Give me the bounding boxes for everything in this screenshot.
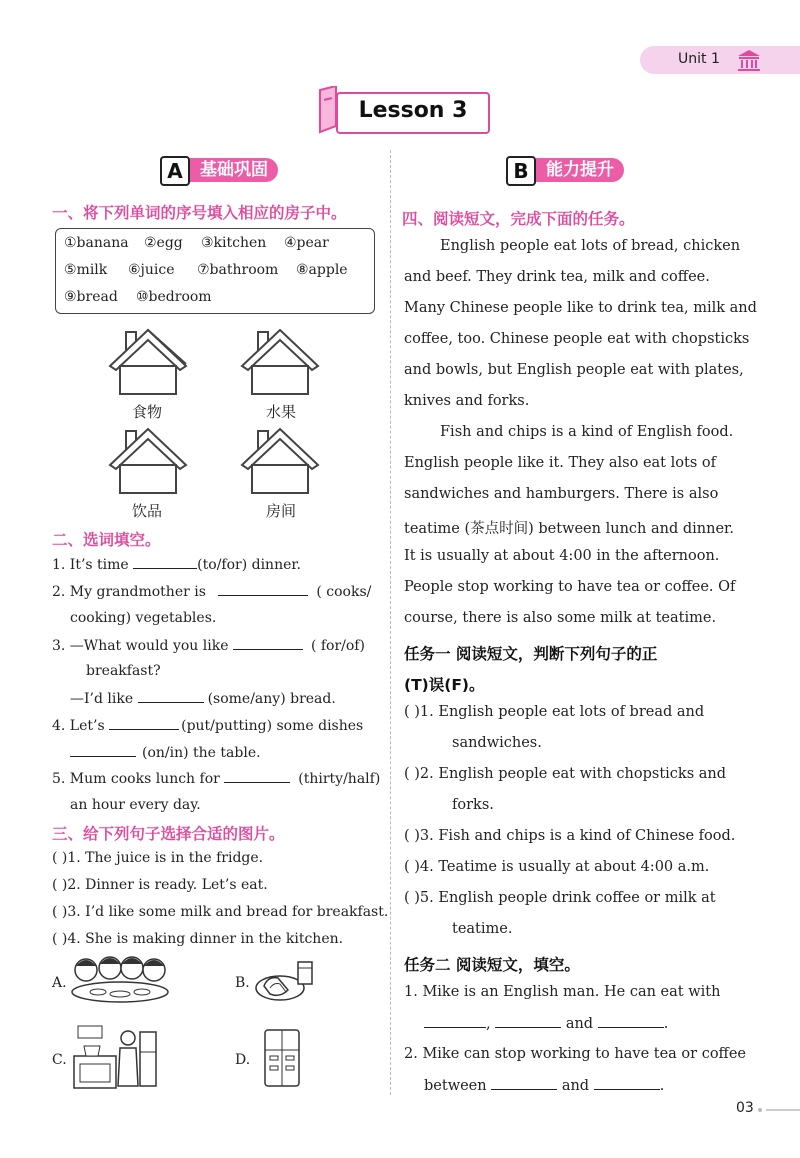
section-a-name: 基础巩固 [190, 158, 278, 182]
fill-line: 4. Let’s (put/putting) some dishes [52, 718, 364, 734]
word-item: ⑨bread [64, 289, 118, 305]
answer-blank[interactable] [594, 1077, 660, 1090]
word-item: ①banana [64, 235, 129, 251]
passage-line: Many Chinese people like to drink tea, milk and [404, 300, 757, 316]
part2-heading: 二、选词填空。 [52, 531, 161, 549]
option-label: D. [235, 1052, 251, 1068]
judge-item: ( )4. Teatime is usually at about 4:00 a.m. [404, 859, 710, 875]
answer-blank[interactable] [70, 744, 136, 757]
word-item: ⑩bedroom [136, 289, 212, 305]
judge-item: ( )2. English people eat with chopsticks and [404, 766, 727, 782]
house-icon [106, 425, 190, 495]
answer-blank[interactable] [598, 1015, 664, 1028]
bread-milk-picture [254, 958, 318, 1008]
answer-blank[interactable] [218, 583, 308, 596]
house-icon [238, 326, 322, 396]
task2-title: 任务二 阅读短文，填空。 [404, 956, 580, 974]
building-icon [736, 48, 762, 72]
column-divider [390, 150, 391, 1095]
passage-line: coffee, too. Chinese people eat with chopsticks [404, 331, 750, 347]
word-item: ⑥juice [128, 262, 175, 278]
fill-line: 5. Mum cooks lunch for (thirty/half) [52, 771, 381, 787]
page-number: 03 [736, 1100, 754, 1116]
part1-heading: 一、将下列单词的序号填入相应的房子中。 [52, 204, 347, 222]
passage-line: Fish and chips is a kind of English food. [440, 424, 734, 440]
answer-blank[interactable] [495, 1015, 561, 1028]
option-label: C. [52, 1052, 67, 1068]
house-label: 水果 [266, 403, 297, 421]
judge-item-cont: teatime. [452, 921, 513, 937]
footer-dot [758, 1108, 762, 1112]
section-b-name: 能力提升 [536, 158, 624, 182]
family-dinner-picture [68, 952, 172, 1008]
unit-label: Unit 1 [678, 51, 720, 67]
option-label: A. [52, 975, 67, 991]
fill-line: breakfast? [86, 663, 161, 679]
judge-item: ( )3. Fish and chips is a kind of Chinese food. [404, 828, 736, 844]
task2-q1: 1. Mike is an English man. He can eat with [404, 984, 721, 1000]
passage-line: and beef. They drink tea, milk and coffee. [404, 269, 710, 285]
answer-blank[interactable] [133, 556, 197, 569]
answer-blank[interactable] [224, 770, 290, 783]
match-item: ( )4. She is making dinner in the kitchen. [52, 931, 344, 947]
section-a-letter: A [160, 156, 190, 186]
kitchen-cooking-picture [70, 1022, 160, 1090]
section-b-letter: B [506, 156, 536, 186]
fill-line: 1. It’s time (to/for) dinner. [52, 557, 301, 573]
answer-blank[interactable] [109, 717, 179, 730]
answer-blank[interactable] [138, 690, 204, 703]
fill-line: an hour every day. [70, 797, 201, 813]
house-label: 饮品 [132, 502, 163, 520]
word-item: ⑦bathroom [197, 262, 279, 278]
task2-q2: 2. Mike can stop working to have tea or coffee [404, 1046, 747, 1062]
answer-blank[interactable] [424, 1015, 486, 1028]
word-box [55, 228, 375, 314]
option-label: B. [235, 975, 250, 991]
task2-q1-blanks: , and . [424, 1015, 668, 1032]
passage-line: English people like it. They also eat lots of [404, 455, 716, 471]
judge-item: ( )5. English people drink coffee or milk at [404, 890, 716, 906]
fill-line: 3. —What would you like ( for/of) [52, 638, 365, 654]
lesson-title: Lesson 3 [358, 98, 468, 123]
house-icon [238, 425, 322, 495]
judge-item-cont: sandwiches. [452, 735, 542, 751]
passage-line: It is usually at about 4:00 in the afternoon. [404, 548, 720, 564]
passage-line: People stop working to have tea or coffee. Of [404, 579, 736, 595]
house-icon [106, 326, 190, 396]
passage-line: course, there is also some milk at teatime. [404, 610, 717, 626]
word-item: ⑤milk [64, 262, 108, 278]
answer-blank[interactable] [491, 1077, 557, 1090]
part3-heading: 三、给下列句子选择合适的图片。 [52, 825, 285, 843]
match-item: ( )3. I’d like some milk and bread for breakfast. [52, 904, 389, 920]
part4-heading: 四、阅读短文，完成下面的任务。 [402, 210, 635, 228]
fridge-picture [262, 1028, 302, 1088]
fill-line: 2. My grandmother is ( cooks/ [52, 584, 372, 600]
task1-title-cont: (T)误(F)。 [404, 676, 485, 694]
passage-line: and bowls, but English people eat with plates, [404, 362, 744, 378]
match-item: ( )2. Dinner is ready. Let’s eat. [52, 877, 268, 893]
answer-blank[interactable] [233, 637, 303, 650]
word-item: ⑧apple [296, 262, 348, 278]
house-label: 食物 [132, 403, 163, 421]
unit-tab [640, 46, 800, 74]
fill-line: cooking) vegetables. [70, 610, 217, 626]
passage-line: English people eat lots of bread, chicken [440, 238, 741, 254]
word-item: ③kitchen [201, 235, 267, 251]
task1-title: 任务一 阅读短文，判断下列句子的正 [404, 645, 658, 663]
house-label: 房间 [266, 502, 297, 520]
word-item: ④pear [284, 235, 329, 251]
footer-line [766, 1109, 800, 1111]
passage-line: sandwiches and hamburgers. There is also [404, 486, 719, 502]
word-item: ②egg [144, 235, 183, 251]
judge-item-cont: forks. [452, 797, 494, 813]
fill-line: (on/in) the table. [70, 744, 261, 761]
passage-line: knives and forks. [404, 393, 530, 409]
fill-line: —I’d like (some/any) bread. [70, 691, 336, 707]
match-item: ( )1. The juice is in the fridge. [52, 850, 264, 866]
task2-q2-blanks: between and . [424, 1078, 665, 1094]
judge-item: ( )1. English people eat lots of bread and [404, 704, 705, 720]
lesson-title-box [336, 92, 490, 134]
passage-line: teatime (茶点时间) between lunch and dinner. [404, 521, 734, 537]
